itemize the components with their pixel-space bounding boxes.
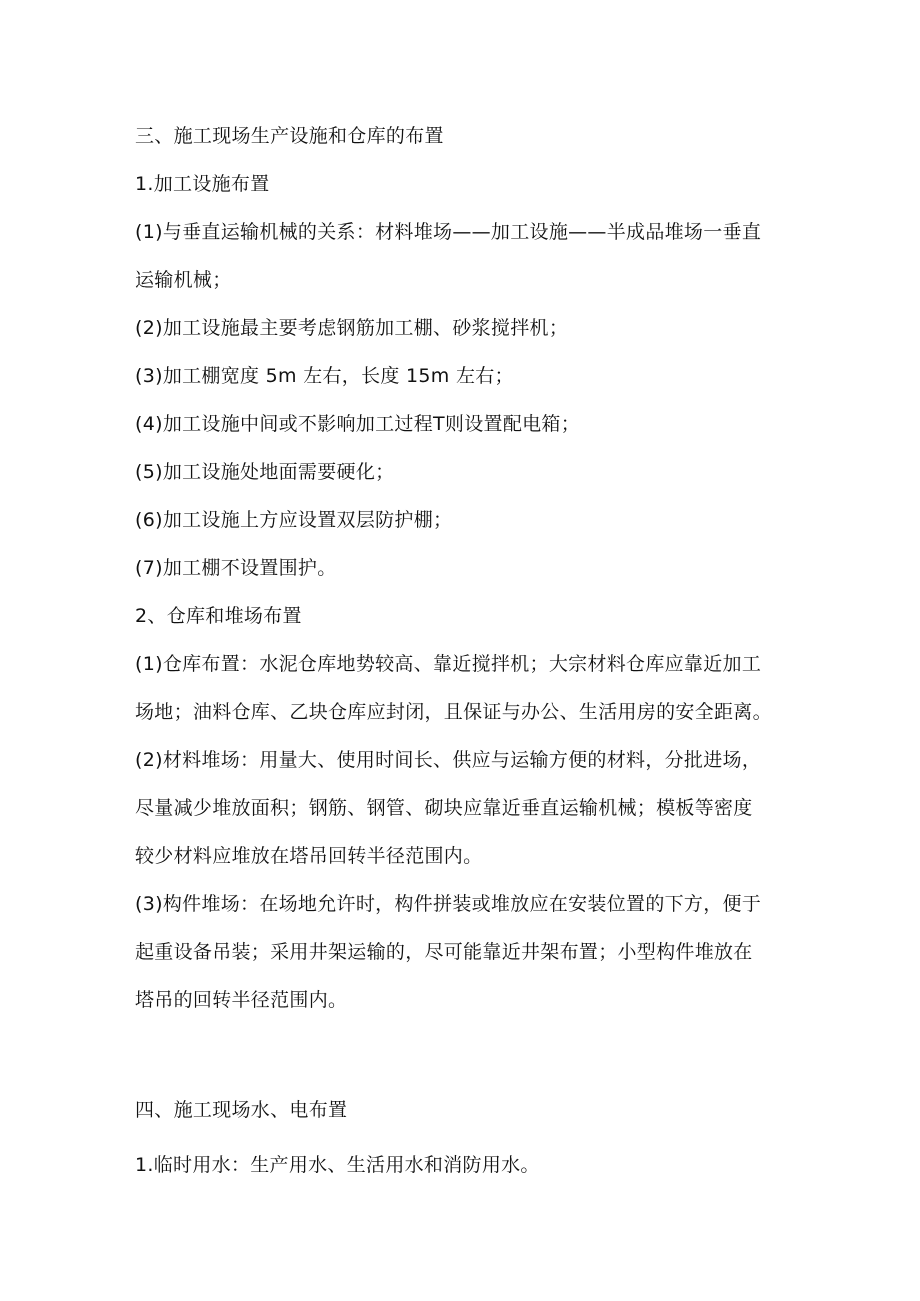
document-body xyxy=(135,112,795,1189)
subheading-warehouse-yard: 2、仓库和堆场布置 xyxy=(135,605,302,627)
section-heading-4: 四、施工现场水、电布置 xyxy=(135,1099,348,1121)
paragraph-line: 运输机械； xyxy=(135,269,232,291)
paragraph-line: 起重设备吊装；采用井架运输的，尽可能靠近井架布置；小型构件堆放在 xyxy=(135,941,753,963)
paragraph-line: (3)构件堆场：在场地允许时，构件拼装或堆放应在安装位置的下方，便于 xyxy=(135,893,762,915)
paragraph-line: (2)材料堆场：用量大、使用时间长、供应与运输方便的材料，分批进场， xyxy=(135,749,762,771)
paragraph-line: 尽量减少堆放面积；钢筋、钢管、砌块应靠近垂直运输机械；模板等密度 xyxy=(135,797,753,819)
paragraph-line: (6)加工设施上方应设置双层防护棚； xyxy=(135,509,453,531)
paragraph-line: (1)与垂直运输机械的关系：材料堆场——加工设施——半成品堆场一垂直 xyxy=(135,221,762,243)
paragraph-line: (3)加工棚宽度 5m 左右，长度 15m 左右； xyxy=(135,365,514,387)
paragraph-line: (4)加工设施中间或不影响加工过程T则设置配电箱； xyxy=(135,413,581,435)
subheading-temporary-water: 1.临时用水：生产用水、生活用水和消防用水。 xyxy=(135,1154,540,1176)
paragraph-line: (7)加工棚不设置围护。 xyxy=(135,557,337,579)
subheading-processing-facilities: 1.加工设施布置 xyxy=(135,173,270,195)
paragraph-line: (5)加工设施处地面需要硬化； xyxy=(135,461,395,483)
paragraph-line: 场地；油料仓库、乙块仓库应封闭，且保证与办公、生活用房的安全距离。 xyxy=(135,701,772,723)
paragraph-line: (2)加工设施最主要考虑钢筋加工棚、砂浆搅拌机； xyxy=(135,317,569,339)
paragraph-line: 较少材料应堆放在塔吊回转半径范围内。 xyxy=(135,845,483,867)
section-heading-3: 三、施工现场生产设施和仓库的布置 xyxy=(135,125,444,147)
paragraph-line: 塔吊的回转半径范围内。 xyxy=(135,989,348,1011)
paragraph-line: (1)仓库布置：水泥仓库地势较高、靠近搅拌机；大宗材料仓库应靠近加工 xyxy=(135,653,762,675)
section-spacer xyxy=(135,1024,795,1086)
